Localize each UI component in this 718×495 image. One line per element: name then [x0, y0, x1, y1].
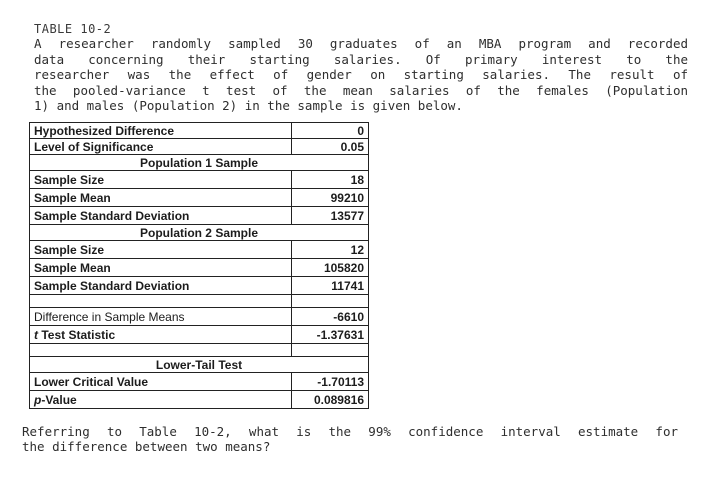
table-row	[30, 189, 369, 207]
row-value: 13577	[292, 207, 369, 225]
row-label: Sample Size	[30, 241, 292, 259]
t-symbol: t	[34, 327, 38, 342]
intro-line: 1) and males (Population 2) in the sample is given below.	[34, 98, 463, 113]
spacer-cell	[292, 344, 369, 357]
row-label: Difference in Sample Means	[30, 308, 292, 326]
p-symbol: p	[34, 392, 42, 407]
lower-tail-header: Lower-Tail Test	[30, 357, 369, 373]
population1-header: Population 1 Sample	[30, 155, 369, 171]
row-label: Level of Significance	[30, 139, 292, 155]
spacer-cell	[30, 295, 292, 308]
question-line: Referring to Table 10-2, what is the 99% confidence interval estimate for	[22, 424, 678, 439]
table-row	[30, 391, 369, 409]
table-row	[30, 326, 369, 344]
row-value: 0.089816	[292, 391, 369, 409]
t-test-results-table	[29, 122, 369, 409]
row-label: Sample Mean	[30, 189, 292, 207]
row-label: Sample Standard Deviation	[30, 277, 292, 295]
t-label-rest: Test Statistic	[38, 327, 116, 342]
intro-paragraph	[34, 36, 688, 114]
table-row	[30, 171, 369, 189]
table-row	[30, 241, 369, 259]
row-value: 99210	[292, 189, 369, 207]
spacer-cell	[30, 344, 292, 357]
row-label: Sample Standard Deviation	[30, 207, 292, 225]
row-label: Hypothesized Difference	[30, 123, 292, 139]
intro-line: A researcher randomly sampled 30 graduates of an MBA program and recorded	[34, 36, 688, 51]
row-value: 11741	[292, 277, 369, 295]
row-label	[30, 326, 292, 344]
section-header-row	[30, 225, 369, 241]
section-header-row	[30, 155, 369, 171]
table-row	[30, 123, 369, 139]
population2-header: Population 2 Sample	[30, 225, 369, 241]
table-row	[30, 373, 369, 391]
row-value: -1.37631	[292, 326, 369, 344]
row-label: Sample Size	[30, 171, 292, 189]
row-value: 0	[292, 123, 369, 139]
question-line: the difference between two means?	[22, 439, 271, 454]
table-row	[30, 207, 369, 225]
intro-line: researcher was the effect of gender on starting salaries. The result of	[34, 67, 688, 82]
row-value: -6610	[292, 308, 369, 326]
intro-line: the pooled-variance t test of the mean salaries of the females (Population	[34, 82, 688, 98]
row-value: 12	[292, 241, 369, 259]
spacer-row	[30, 344, 369, 357]
intro-line: data concerning their starting salaries. Of primary interest to the	[34, 51, 688, 67]
p-label-rest: -Value	[41, 392, 77, 407]
row-value: 105820	[292, 259, 369, 277]
row-value: 18	[292, 171, 369, 189]
row-label: Sample Mean	[30, 259, 292, 277]
section-header-row	[30, 357, 369, 373]
row-value: -1.70113	[292, 373, 369, 391]
table-row	[30, 277, 369, 295]
row-label: Lower Critical Value	[30, 373, 292, 391]
table-row	[30, 139, 369, 155]
table-row	[30, 308, 369, 326]
table-row	[30, 259, 369, 277]
spacer-cell	[292, 295, 369, 308]
row-value: 0.05	[292, 139, 369, 155]
table-label: TABLE 10-2	[34, 22, 112, 36]
row-label	[30, 391, 292, 409]
question-paragraph	[22, 424, 678, 454]
spacer-row	[30, 295, 369, 308]
